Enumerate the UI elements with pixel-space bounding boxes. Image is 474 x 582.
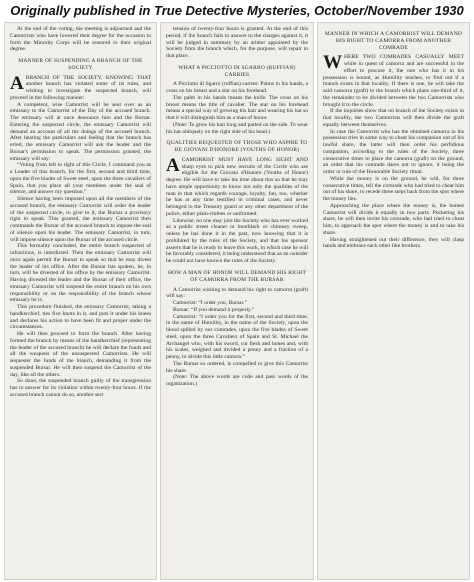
paragraph: Silence having been imposed upon all the members of the accused branch, the emissary Camorrist will order the leader of the suspected circle, to give to it, the Bursar a provisory right to speak. This granted, the emissary Camorrist then commands the Bursar of the accused branch to impose the seal of silence upon his leader. The emissary Camorrist, in turn, will impose silence upon the Bursar of the accused circle.	[10, 196, 151, 243]
article-column-2	[160, 22, 314, 580]
paragraph: Bursar: “If you demand it properly.”	[173, 306, 255, 313]
drop-cap: A	[166, 154, 180, 176]
drop-cap: W	[323, 52, 342, 74]
article-column-3	[317, 22, 470, 580]
paragraph-text: BRANCH of the Society, knowing that another branch has violated some of its rules, and wishing to investigate the suspected branch, will proceed in the following manner:	[10, 74, 151, 101]
paragraph-with-drop-cap	[10, 72, 151, 102]
paragraph: In case the Camorrist who has the obtained camorra in his possession tries in some way to cheat his companion out of his lawful share, the latter will then order his perfidious companion, according to the rules of the Society, three consecutive times to place the camorra (graft) on the ground, an order that his comrade dares not to ignore, it being the order or rule of the Honorable Society ritual.	[323, 128, 464, 176]
paragraph: This formality concluded, the entire branch suspected of infractions, is interdicted. Then the emissary Camorrist will once again permit the Bursar to speak so that he may divest the leader of his office. After the Bursar has spoken, he, in turn, will be divested of his office by the emissary Camorrist. Having divested the leader and the Bursar of their office, the emissary Camorrist will suspend the entire branch on his own responsibility or on the responsibility of the branch whose emissary he is.	[10, 243, 151, 304]
paragraph: “Voting from left to right of this Circle, I command you as a Leader of this branch, for the first, second and third time, upon the five blades of Sweet steel, upon the three cavaliers of Spain, that you place all your members under the seal of silence, and answer my question.”	[10, 162, 151, 196]
section-heading: HOW A MAN OF HONOR WILL DEMAND HIS RIGHT OF CAMORRA FROM THE BURSAR	[167, 269, 307, 283]
paragraph: This procedure finished, the emissary Camorrist, taking a handkerchief, ties five knots in it, and puts it under his knees and declares his action to have been fit and proper under the circumstances.	[10, 304, 151, 331]
section-heading: MANNER IN WHICH A CAMORRIST WILL DEMAND HIS RIGHT TO CAMORRA FROM ANOTHER COMRADE	[324, 31, 463, 51]
paragraph: While the money is on the ground, he will, for three consecutive times, tell the comrade who had tried to cheat him out of his share, to recede three steps back from the spot where the money lies.	[323, 175, 464, 203]
section-heading: QUALITIES REQUESTED OF THOSE WHO ASPIRE TO BE GIOVANI D'HONORE (YOUTHS OF HONOR)	[166, 140, 308, 154]
paragraph-text: CAMORRIST must have long sight and sharp eyes to pick new recruits of the Circle who are eligible for the Giovani d'Honore (Youths of Honor) degree. He will have to take his time about this so that he may have ample opportunity to know not only the qualities of the man in that which regards courage, loyalty, fun, too, whether he has at any time testified in criminal cases, and never belonged to the Treasury guard or any other department of the police, either plain-clothes or uniformed.	[166, 156, 308, 217]
paragraph-text: HERE two comrades casually meet while in quest of camorra and are successful in the effort to procure it, the one who has it in his possession is bound, as Humility teaches, to find out if a branch exists in that locality. If there is one, he will take the said camorra (graft) to the branch which plans one-third of it, the remainder to be divided between the two Camorrists who brought it to the circle.	[323, 54, 464, 108]
paragraph: tension of twenty-four hours is granted. At the end of this period, if the branch fails to answer to the charges against it, it will be judged in summary by an arbiter appointed by the Society from the branch which, for the purpose, will repair to that place.	[166, 26, 308, 59]
paragraph: (Note: The above words are code and pass words of the organization.)	[166, 374, 308, 388]
paragraph: He will then proceed to form the branch. After having formed the branch by means of the handkerchief (representing the leader of the accused branch) he will declare the funds and all the weapons of the unsuspected Camorrists. He will sequester the funds of the branch, demanding it from the suspended Bursar. He will then suspend the Camorrist of the day, like all the others.	[10, 331, 151, 378]
drop-cap: A	[10, 72, 24, 94]
paragraph: Likewise, no one may join the Society who has ever worked as a public street cleaner or bootblack or chimney sweep, unless he has done it in the past, now knowing that it is prohibited by the rules of the Society, and that his sponsor asserts that he is ready to leave this work, in which case he will be favorably considered, it being understood that as an outsider he could not have known the rules of the Society.	[166, 217, 308, 265]
paragraph: A Picciotto di Sgarro (ruffian) carries: Palms in his hands, a cross on his breast and a star on his forehead.	[166, 81, 308, 95]
paragraph: Having straightened out their difference, they will clasp hands and embrace each other like brothers.	[323, 236, 464, 250]
section-heading: MANNER OF SUSPENDING A BRANCH OF THE SOCIETY	[18, 58, 143, 71]
paragraph-with-drop-cap	[323, 54, 464, 108]
page-header: Originally published in True Detective Mysteries, October/November 1930	[10, 3, 464, 18]
paragraph: A Camorrist wishing to demand his right to camorra (graft) will say:	[166, 286, 308, 300]
paragraph-with-drop-cap	[166, 154, 308, 218]
paragraph: The palm in his hands means the knife. The cross on his breast means the title of cavalier. The star on his forehead means a special way of growing his hair and wearing his hat so that it will distinguish him as a man of honor.	[166, 94, 308, 122]
paragraph: A competent, wise Camorrist will be sent over as an emissary to the Camorrist of the Day of the accused branch. The emissary will at once denounce him and the Bursar. Entering the suspected circle, the emissary Camorrist will demand an account of all the doings of the accused branch. After hearing the particulars and feeling that the branch has erred, the emissary Camorrist will ask the leader and the Bursar's permission to speak. The permission granted, the emissary will say:	[10, 101, 151, 162]
paragraph: If the inquiries show that no branch of the Society exists in that locality, the two Camorrists will then divide the graft equally between themselves.	[323, 108, 464, 128]
article-column-1	[4, 22, 157, 580]
paragraph: The Bursar so ordered, is compelled to give this Camorrist his share.	[166, 360, 308, 374]
paragraph: (Note: To grow his hair long and parted on the side. To wear his hat obliquely on the right side of his head.)	[166, 121, 308, 135]
paragraph: Camorrist: “I order you for the first, second and third time, in the name of Humility, in the name of the Society, upon the blood spilled by our comrades, upon the five blades of Sweet steel, upon the three Cavaliers of Spain and St. Michael the Archangel who, with his sword, cut flesh and bones and, with his scales, weighed and divided a penny and a fraction of a penny, to divide this little camora.”	[166, 313, 308, 361]
paragraph: So done, the suspended branch guilty of the transgression has to answer for its violation within twenty-four hours. If the accused branch cannot do so, another sect	[10, 378, 151, 398]
section-heading: WHAT A PICCIOTTO DI SGARRO (RUFFIAN) CARRIES	[178, 64, 296, 78]
paragraph: Camorrist: “I order you, Bursar.”	[173, 300, 247, 307]
paragraph: At the end of the voting, the meeting is adjourned and the Camorrists who have lowered their degree for the occasion to form the Minority Corps will be restored to their original degree.	[10, 26, 151, 53]
paragraph: Approaching the place where the money is, the honest Camorrist will divide it equally in two parts. Pocketing his share, he will then invite his comrade, who had tried to cheat him, to approach the spot where the money is and to take his share.	[323, 202, 464, 236]
